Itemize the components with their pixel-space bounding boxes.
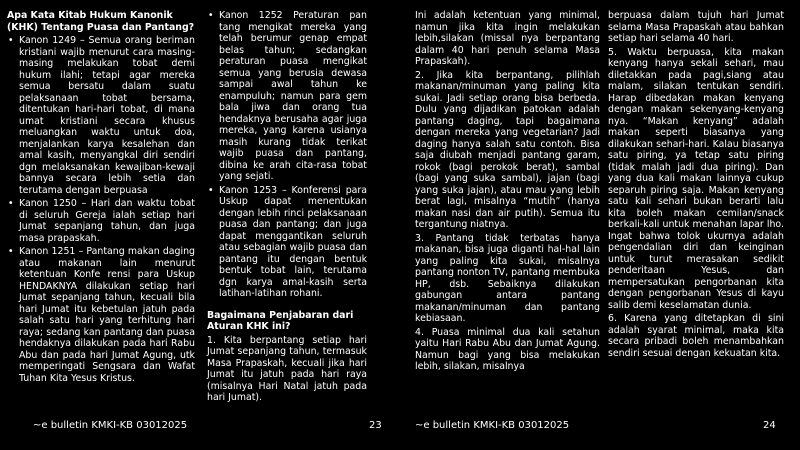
right-footer: ~e bulletin KMKI-KB 03012025 — [415, 420, 570, 431]
canon-list — [7, 35, 195, 384]
point-2: 2. Jika kita berpantang, pilihlah makanan/minuman yang paling kita sukai. Jadi setiap orang bisa berbeda. Dulu yang dijadikan patokan adalah pantang daging, tapi bagaimana dengan mereka yang vegetarian? Jadi daging hanya salah satu contoh. Bisa saja diubah menjadi pantang garam, rokok (bagi perokok berat), sambal (bagi yang suka sambal), jajan (bagi yang suka jajan), atau mau yang lebih berat lagi, misalnya “mutih” (hanya makan nasi dan air putih). Semua itu tergantung niatnya. — [415, 69, 600, 230]
left-column-1 — [7, 10, 195, 386]
right-page — [400, 0, 800, 450]
penjabaran-heading: Bagaimana Penjabaran dari Aturan KHK ini? — [207, 309, 354, 332]
left-column-2 — [207, 10, 367, 406]
point-6: 6. Karena yang ditetapkan di sini adalah syarat minimal, maka kita secara pribadi boleh menambahkan sendiri sesuai dengan kekuatan kita. — [608, 313, 784, 359]
page-number-left: 23 — [369, 420, 382, 431]
point-4: 4. Puasa minimal dua kali setahun yaitu Hari Rabu Abu dan Jumat Agung. Namun bagi yang bisa melakukan lebih, silakan, misalnya — [415, 326, 600, 372]
point-3: 3. Pantang tidak terbatas hanya makanan, bisa juga diganti hal-hal lain yang paling kita sukai, misalnya pantang nonton TV, pantang membuka HP, dsb. Sebaiknya dilakukan gabungan antara pantang makanan/minuman dan pantang kebiasaan. — [415, 232, 600, 324]
khk-heading: Apa Kata Kitab Hukum Kanonik (KHK) Tentang Puasa dan Pantang? — [7, 10, 195, 33]
canon-1251: • Kanon 1251 – Pantang makan daging atau makanan lain menurut ketentuan Konfe rensi para Uskup HENDAKNYA dilakukan setiap hari Jumat sepanjang tahun, kecuali bila hari Jumat itu kebetulan jatuh pada salah satu hari yang terhitung hari raya; sedang kan pantang dan puasa hendaknya dilakukan pada hari Rabu Abu dan pada hari Jumat Agung, utk memperingati Sengsara dan Wafat Tuhan Kita Yesus Kristus. — [7, 246, 195, 384]
point-5: 5. Waktu berpuasa, kita makan kenyang hanya sekali sehari, mau diletakkan pada pagi,siang atau malam, silakan tentukan sendiri. Harap dibedakan makan kenyang dengan makan sekenyang-kenyang nya. “Makan kenyang” adalah makan seperti biasanya yang dilakukan sehari-hari. Kalau biasanya satu piring, ya tetap satu piring (tidak malah jadi dua piring). Dan yang dua kali makan lainnya cukup separuh piring saja. Makan kenyang satu kali sehari bukan berarti lalu kita boleh makan cemilan/snack berkali-kali untuk menahan lapar lho. Ingat bahwa tolok ukurnya adalah pengendalian diri dan keinginan untuk turut merasakan sedikit penderitaan Yesus, dan mempersatukan pengorbanan kita dengan pengorbanan Yesus di kayu salib demi keselamatan dunia. — [608, 46, 784, 311]
canon-1253: • Kanon 1253 – Konferensi para Uskup dapat menentukan dengan lebih rinci pelaksanaan puasa dan pantang; dan juga dapat menggantikan seluruh atau sebagian wajib puasa dan pantang itu dengan bentuk bentuk tobat lain, terutama dgn karya amal-kasih serta latihan-latihan rohani. — [207, 185, 367, 300]
para-minimal: Ini adalah ketentuan yang minimal, namun jika kita ingin melakukan lebih,silakan (missal nya berpantang dalam 40 hari penuh selama Masa Prapaskah). — [415, 10, 600, 67]
right-column-2 — [608, 10, 784, 361]
point-1: 1. Kita berpantang setiap hari Jumat sepanjang tahun, termasuk Masa Prapaskah, kecuali jika hari Jumat itu jatuh pada hari raya (misalnya Hari Natal jatuh pada hari Jumat). — [207, 334, 367, 403]
right-column-1 — [415, 10, 600, 375]
canon-list-continued — [207, 10, 367, 300]
canon-1252: • Kanon 1252 Peraturan pan tang mengikat mereka yang telah berumur genap empat belas tahun; sedangkan peraturan puasa mengikat semua yang berusia dewasa sampai awal tahun ke enampuluh; namun para gem bala jiwa dan orang tua hendaknya berusaha agar juga mereka, yang karena usianya masih kurang tidak terikat wajib puasa dan pantang, dibina ke arah cita-rasa tobat yang sejati. — [207, 10, 367, 183]
canon-1249: • Kanon 1249 – Semua orang beriman kristiani wajib menurut cara masing-masing melakukan tobat demi hukum ilahi; tetapi agar mereka semua bersatu dalam suatu pelaksanaan tobat bersama, ditentukan hari-hari tobat, di mana umat kristiani secara khusus meluangkan waktu untuk doa, menjalankan karya kesalehan dan amal kasih, menyangkal diri sendiri dgn melaksanakan kewajiban-kewaji bannya secara lebih setia dan terutama dengan berpuasa — [7, 35, 195, 196]
left-footer: ~e bulletin KMKI-KB 03012025 — [33, 420, 188, 431]
point-4-continued: berpuasa dalam tujuh hari Jumat selama Masa Prapaskah atau bahkan setiap hari selama 40 hari. — [608, 10, 784, 44]
page-number-right: 24 — [763, 420, 776, 431]
canon-1250: • Kanon 1250 – Hari dan waktu tobat di seluruh Gereja ialah setiap hari Jumat sepanjang tahun, dan juga masa prapaskah. — [7, 198, 195, 244]
